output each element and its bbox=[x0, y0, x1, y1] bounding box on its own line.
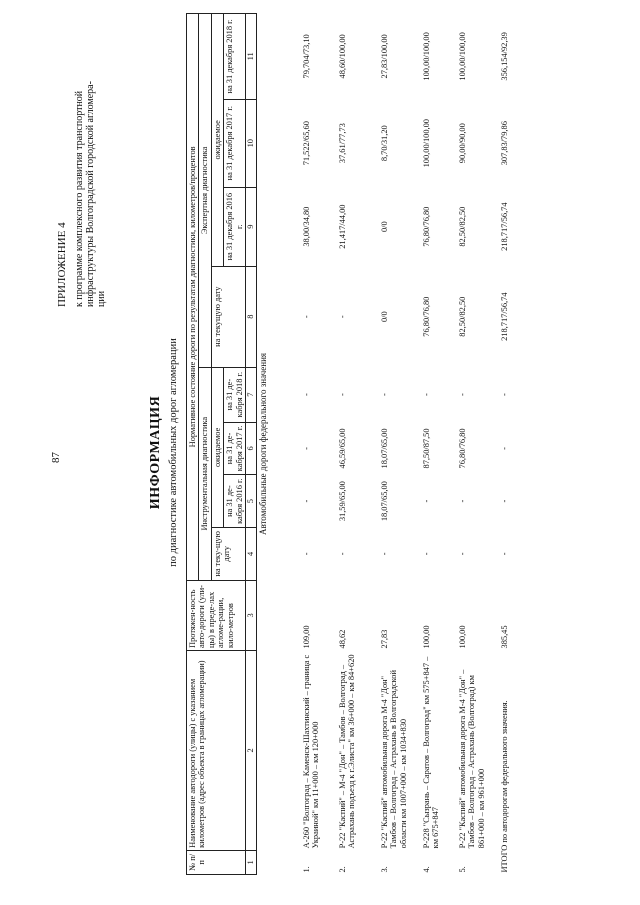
cell-value: - bbox=[422, 552, 432, 556]
cell-value: - bbox=[338, 552, 348, 556]
page-number: 87 bbox=[50, 452, 62, 463]
road-name: Р-22 "Каспий" автомобильная дорога М-4 "Дон" Тамбов – Волгоград – Астрахань в Волгоградской области км 1007+000 – км 1034+830 bbox=[380, 670, 408, 849]
appendix-line-2: инфраструктуры Волгоградской городской агломера- bbox=[85, 81, 96, 307]
header-name: Наименование автодороги (улицы) с указанием километров (адрес объекта в границах агломерации) bbox=[187, 650, 246, 850]
road-name: Р-228 "Сызрань – Саратов – Волгоград" км 575+847 – км 675+847 bbox=[422, 656, 441, 849]
header-current-instr: на теку-щую дату bbox=[211, 528, 245, 581]
header-current-exp: на текущую дату bbox=[211, 266, 245, 367]
cell-value: 76,80/76,80 bbox=[458, 428, 468, 469]
col-number: 5 bbox=[246, 475, 257, 528]
row-number: 2. bbox=[338, 866, 348, 873]
document-subtitle: по диагностике автомобильных дорог агломерации bbox=[168, 338, 179, 567]
cell-value: - bbox=[500, 499, 510, 503]
col-number: 10 bbox=[246, 99, 257, 187]
cell-value: 71,522/65,60 bbox=[302, 121, 312, 166]
road-length: 100,00 bbox=[422, 625, 432, 649]
col-number: 11 bbox=[246, 14, 257, 100]
appendix-line-3: ции bbox=[96, 290, 107, 307]
cell-value: 37,61/77,73 bbox=[338, 123, 348, 164]
header-exp-2017: на 31 декабря 2017 г. bbox=[224, 99, 246, 187]
header-num: № п/п bbox=[187, 850, 246, 874]
row-number: 3. bbox=[380, 866, 390, 873]
table-row bbox=[379, 14, 421, 875]
cell-value: - bbox=[458, 393, 468, 397]
appendix-line-1: к программе комплексного развития транспортной bbox=[74, 90, 85, 307]
cell-value: 48,60/100,00 bbox=[338, 34, 348, 79]
cell-value: - bbox=[422, 499, 432, 503]
section-heading: Автомобильные дороги федерального значения bbox=[258, 352, 269, 536]
header-expert: Экспертная диагностика bbox=[199, 14, 211, 368]
row-number: 4. bbox=[422, 866, 432, 873]
cell-value: - bbox=[338, 315, 348, 319]
table-row bbox=[337, 14, 379, 875]
header-instrumental: Инструментальная диагностика bbox=[199, 367, 211, 580]
cell-value: - bbox=[422, 393, 432, 397]
cell-value: 18,07/65,00 bbox=[380, 428, 390, 469]
col-number: 9 bbox=[246, 187, 257, 266]
cell-value: - bbox=[500, 393, 510, 397]
cell-value: - bbox=[338, 393, 348, 397]
road-length: 109,00 bbox=[302, 625, 312, 649]
cell-value: 0/0 bbox=[380, 221, 390, 232]
col-number: 8 bbox=[246, 266, 257, 367]
cell-value: 76,80/76,80 bbox=[422, 206, 432, 247]
header-instr-2017: на 31 де-кабря 2017 г. bbox=[224, 422, 246, 475]
road-length: 48,62 bbox=[338, 629, 348, 649]
cell-value: 31,59/65,00 bbox=[338, 481, 348, 522]
document-title: ИНФОРМАЦИЯ bbox=[148, 395, 163, 510]
cell-value: 38,00/34,80 bbox=[302, 206, 312, 247]
cell-value: - bbox=[500, 447, 510, 450]
appendix-heading: ПРИЛОЖЕНИЕ 4 bbox=[56, 222, 68, 307]
table-row bbox=[301, 14, 337, 875]
row-number: 5. bbox=[458, 866, 468, 873]
table-row bbox=[421, 14, 457, 875]
road-name: Р-22 "Каспий" автомобильная дорога М-4 "Дон" – Тамбов – Волгоград – Астрахань (Волгоград) км 861+000 – км 961+000 bbox=[458, 669, 486, 849]
cell-value: 100,00/100,00 bbox=[422, 119, 432, 168]
cell-value: 76,80/76,80 bbox=[422, 296, 432, 337]
cell-value: 90,00/90,00 bbox=[458, 123, 468, 164]
cell-value: - bbox=[302, 315, 312, 319]
cell-value: 79,704/73,10 bbox=[302, 34, 312, 79]
cell-value: - bbox=[380, 393, 390, 397]
row-number: 1. bbox=[302, 866, 312, 873]
cell-value: - bbox=[302, 552, 312, 556]
header-expected-exp: ожидаемое bbox=[211, 14, 223, 267]
total-row bbox=[499, 14, 535, 875]
header-length: Протяжен-ность авто-дороги (ули-цы) в преде-лах агломе-рации, кило-метров bbox=[187, 580, 246, 650]
appendix-subtitle bbox=[74, 7, 107, 307]
road-name: Р-22 "Каспий" – М-4 "Дон" – Тамбов – Волгоград – Астрахань подъезд к г.Элиста" км 36+000 – км 84+620 bbox=[338, 654, 357, 849]
road-length: 27,83 bbox=[380, 629, 390, 649]
cell-value: 82,50/82,50 bbox=[458, 206, 468, 247]
cell-value: 100,00/100,00 bbox=[458, 32, 468, 81]
total-label: ИТОГО по автодорогам федерального значения. bbox=[500, 700, 510, 873]
header-expected-instr: ожидаемое bbox=[211, 367, 223, 527]
cell-value: 356,154/92,39 bbox=[500, 32, 510, 81]
cell-value: - bbox=[458, 552, 468, 556]
cell-value: 100,00/100,00 bbox=[422, 32, 432, 81]
cell-value: 87,50/87,50 bbox=[422, 428, 432, 469]
cell-value: 82,50/82,50 bbox=[458, 296, 468, 337]
header-exp-2016: на 31 декабря 2016 г. bbox=[224, 187, 246, 266]
diagnostics-table bbox=[186, 13, 535, 875]
col-number: 3 bbox=[246, 580, 257, 650]
cell-value: - bbox=[380, 552, 390, 556]
col-number: 1 bbox=[246, 850, 257, 874]
cell-value: 218,717/56,74 bbox=[500, 292, 510, 341]
cell-value: - bbox=[302, 393, 312, 397]
cell-value: 27,83/100,00 bbox=[380, 34, 390, 79]
cell-value: 0/0 bbox=[380, 311, 390, 323]
header-instr-2018: на 31 де-кабря 2018 г. bbox=[224, 367, 246, 422]
table-row bbox=[457, 14, 499, 875]
col-number: 6 bbox=[246, 422, 257, 475]
header-normative: Нормативное состояние дороги по результатам диагностики, километров/процентов bbox=[187, 14, 199, 581]
road-length: 100,00 bbox=[458, 625, 468, 649]
cell-value: - bbox=[302, 499, 312, 503]
col-number: 4 bbox=[246, 528, 257, 581]
col-number: 2 bbox=[246, 650, 257, 850]
cell-value: - bbox=[458, 499, 468, 503]
cell-value: 46,59/65,00 bbox=[338, 428, 348, 469]
road-name: А-260 "Волгоград – Каменск-Шахтинский – граница с Украиной" км 11+000 – км 120+000 bbox=[302, 654, 321, 849]
cell-value: 8,70/31,20 bbox=[380, 125, 390, 162]
cell-value: 307,83/79,86 bbox=[500, 121, 510, 166]
total-length: 385,45 bbox=[500, 625, 510, 649]
cell-value: - bbox=[302, 447, 312, 450]
cell-value: 21,417/44,00 bbox=[338, 204, 348, 249]
header-instr-2016: на 31 де-кабря 2016 г. bbox=[224, 475, 246, 528]
header-exp-2018: на 31 декабря 2018 г. bbox=[224, 14, 246, 100]
cell-value: 18,07/65,00 bbox=[380, 481, 390, 522]
cell-value: 218,717/56,74 bbox=[500, 202, 510, 251]
cell-value: - bbox=[500, 552, 510, 556]
col-number: 7 bbox=[246, 367, 257, 422]
